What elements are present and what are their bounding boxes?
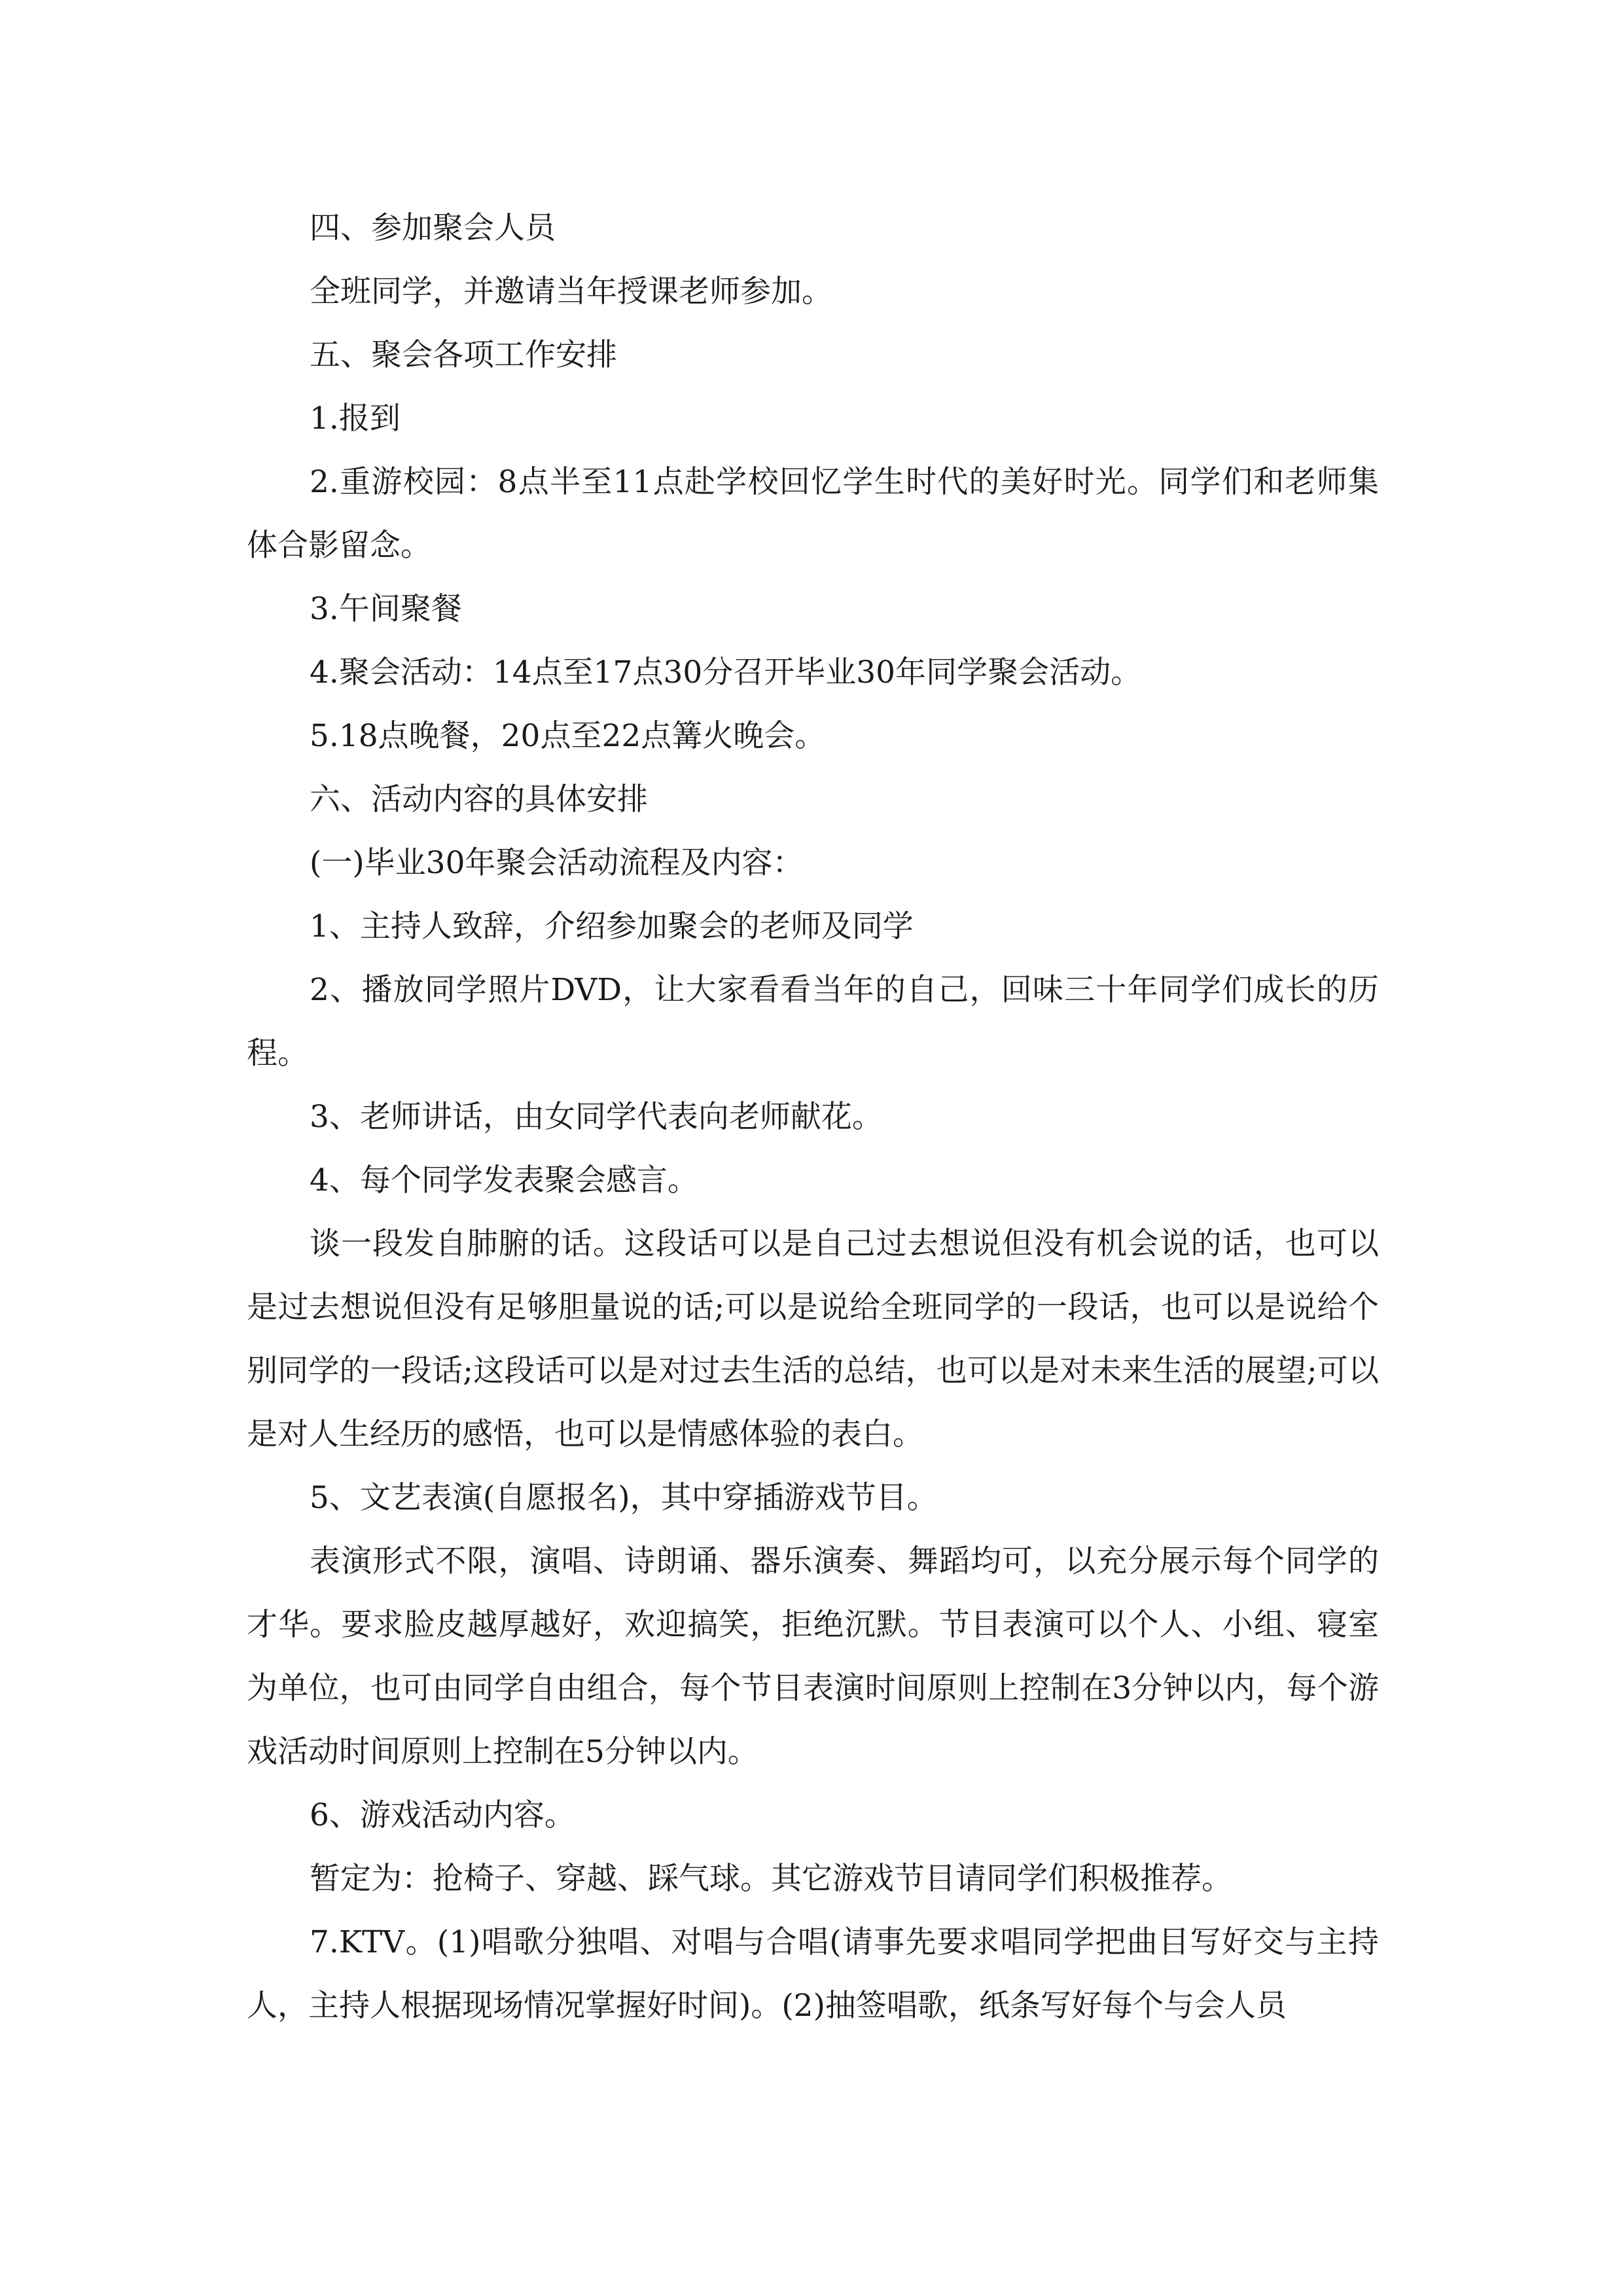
section-heading-6: 六、活动内容的具体安排: [310, 781, 648, 817]
list-item: 3.午间聚餐: [310, 591, 462, 627]
list-item: 6、游戏活动内容。: [310, 1797, 575, 1833]
list-item: 7.KTV。(1)唱歌分独唱、对唱与合唱(请事先要求唱同学把曲目写好交与主持人，主持人根据现场情况掌握好时间)。(2)抽签唱歌，纸条写好每个与会人员: [247, 1924, 1379, 2024]
list-item: 4、每个同学发表聚会感言。: [310, 1162, 698, 1198]
paragraph: 谈一段发自肺腑的话。这段话可以是自己过去想说但没有机会说的话，也可以是过去想说但没有足够胆量说的话;可以是说给全班同学的一段话，也可以是说给个别同学的一段话;这段话可以是对过去生活的总结，也可以是对未来生活的展望;可以是对人生经历的感悟，也可以是情感体验的表白。: [247, 1226, 1379, 1452]
list-item: 1、主持人致辞，介绍参加聚会的老师及同学: [310, 908, 914, 944]
list-item: 5.18点晚餐，20点至22点篝火晚会。: [310, 718, 826, 754]
section-heading-5: 五、聚会各项工作安排: [310, 337, 617, 373]
paragraph: 暂定为：抢椅子、穿越、踩气球。其它游戏节目请同学们积极推荐。: [310, 1861, 1232, 1897]
paragraph: 表演形式不限，演唱、诗朗诵、器乐演奏、舞蹈均可，以充分展示每个同学的才华。要求脸皮越厚越好，欢迎搞笑，拒绝沉默。节目表演可以个人、小组、寝室为单位，也可由同学自由组合，每个节目表演时间原则上控制在3分钟以内，每个游戏活动时间原则上控制在5分钟以内。: [247, 1543, 1379, 1770]
list-item: 5、文艺表演(自愿报名)，其中穿插游戏节目。: [310, 1480, 938, 1516]
list-item: 2.重游校园：8点半至11点赴学校回忆学生时代的美好时光。同学们和老师集体合影留念。: [247, 464, 1379, 564]
list-item: 1.报到: [310, 401, 401, 437]
list-item: 4.聚会活动：14点至17点30分召开毕业30年同学聚会活动。: [310, 655, 1142, 691]
section-heading-4: 四、参加聚会人员: [310, 210, 556, 246]
list-item: 2、播放同学照片DVD，让大家看看当年的自己，回味三十年同学们成长的历程。: [247, 972, 1379, 1071]
subsection-heading: (一)毕业30年聚会活动流程及内容：: [310, 845, 804, 881]
paragraph: 全班同学，并邀请当年授课老师参加。: [310, 274, 832, 310]
list-item: 3、老师讲话，由女同学代表向老师献花。: [310, 1099, 883, 1135]
document-body: [247, 196, 1379, 2037]
